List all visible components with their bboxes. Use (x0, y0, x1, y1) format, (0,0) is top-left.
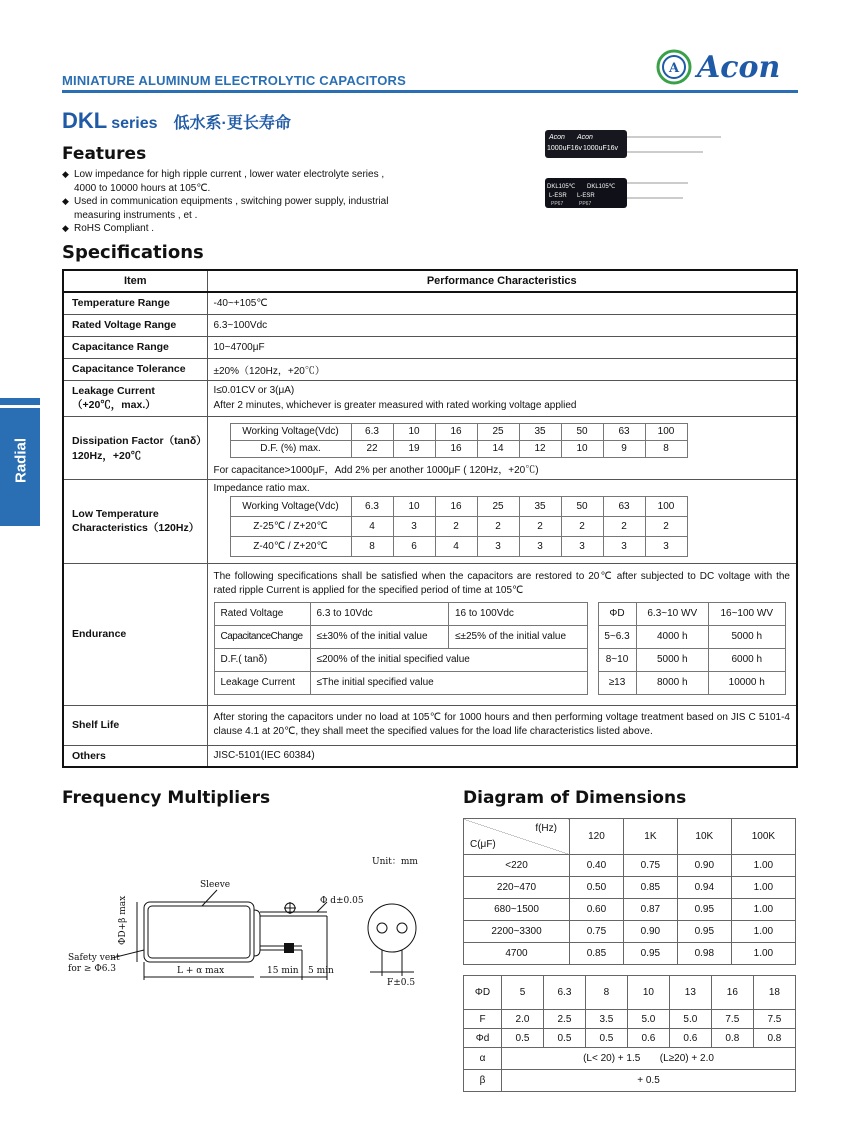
table-row (63, 380, 797, 416)
leakage-value: I≤0.01CV or 3(μA) After 2 minutes, whichever is greater measured with rated working voltage applied (207, 380, 797, 416)
feature-item: ◆ RoHS Compliant . (62, 222, 402, 236)
cap2-brand: Acon (577, 134, 593, 141)
features-heading: Features (62, 144, 147, 164)
specifications-table (62, 269, 798, 768)
others-value: JISC-5101(IEC 60384) (207, 745, 797, 767)
frequency-table: f(Hz) C(μF) 120 1K 10K 100K <220 0.40 0.75 0.90 1.00 220~470 0.50 0.85 0.94 1.00 680~1500 0.60 0.87 0.95 1.00 2200~3300 0.75 0.90 0.95 1.00 4700 0.85 0.95 0.98 1.00 (463, 818, 796, 965)
table-row (63, 563, 797, 705)
body-dia-label: ΦD+β max (118, 895, 128, 945)
series-title (62, 108, 291, 134)
table-row (63, 292, 797, 314)
table-row (63, 479, 797, 563)
vent-label-1: Safety vent (68, 953, 120, 963)
tolerance-label: Capacitance Tolerance (63, 358, 207, 380)
brand-logo (655, 48, 780, 86)
df-table: Working Voltage(Vdc) 6.3 10 16 25 35 50 63 100 D.F. (%) max. 22 19 16 14 12 10 9 8 (230, 423, 688, 458)
capacitance-label: Capacitance Range (63, 336, 207, 358)
series-name: DKL (62, 108, 108, 133)
pitch-label: F±0.5 (387, 978, 416, 988)
unit-label: Unit：mm (372, 857, 418, 867)
spec-header-row (63, 270, 797, 292)
dimension-table: ΦD 5 6.3 8 10 13 16 18 F 2.0 2.5 3.5 5.0 5.0 7.5 7.5 Φd 0.5 0.5 0.5 0.6 0.6 0.8 0.8 α (L< 20) + 1.5 (L≥20) + 2.0 β + 0.5 (463, 975, 796, 1092)
table-row (63, 416, 797, 479)
feature-item: ◆ Low impedance for high ripple current , lower water electrolyte series , 4000 to 10000 hours at 105℃. (62, 168, 402, 195)
tolerance-value: ±20%（120Hz，+20℃） (207, 358, 797, 380)
sleeve-label: Sleeve (200, 880, 231, 890)
vent-label-2: for ≥ Φ6.3 (68, 964, 117, 974)
temperature-value: -40~+105℃ (207, 292, 797, 314)
series-subtitle: 低水系·更长寿命 (173, 115, 291, 132)
df-value (207, 416, 797, 479)
features-list (62, 168, 402, 236)
endurance-table: Rated Voltage 6.3 to 10Vdc 16 to 100Vdc CapacitanceChange ≤±30% of the initial value ≤±25% of the initial value D.F.( tanδ) ≤200% of the initial specified value Leakage Current ≤The initial specified value (214, 602, 588, 695)
col-performance: Performance Characteristics (207, 270, 797, 292)
table-row (63, 358, 797, 380)
cap2-marking: 1000uF16v (583, 145, 619, 152)
dimensions-heading: Diagram of Dimensions (463, 788, 687, 808)
voltage-value: 6.3~100Vdc (207, 314, 797, 336)
endurance-label: Endurance (63, 563, 207, 705)
logo-mark: A (668, 61, 680, 76)
side-tab-stripe (0, 405, 40, 408)
lowtemp-table: Working Voltage(Vdc) 6.3 10 16 25 35 50 63 100 Z-25℃ / Z+20℃ 4 3 2 2 2 2 2 2 Z-40℃ / Z+20℃ 8 6 4 3 3 3 3 3 (230, 496, 688, 557)
cap-sleeve-text-2: DKL105℃ (587, 184, 616, 190)
table-row (63, 745, 797, 767)
logo-text: Acon (697, 49, 781, 85)
acon-logo-icon (655, 48, 693, 86)
df-max-label: D.F. (%) max. (230, 440, 351, 457)
cap-code: PP67 (551, 201, 564, 207)
table-row (63, 336, 797, 358)
table-row (63, 314, 797, 336)
header-rule (62, 90, 798, 93)
lowtemp-value (207, 479, 797, 563)
table-row (63, 705, 797, 745)
lead-end-mark (284, 943, 294, 953)
capacitance-value: 10~4700μF (207, 336, 797, 358)
shelf-value: After storing the capacitors under no load at 105℃ for 1000 hours and then performing voltage treatment based on JIS C 5101-4 clause 4.1 at 20℃, they shall meet the specified values for the load life characteristics listed above. (207, 705, 797, 745)
capacitor-photo (543, 128, 723, 216)
cap-esr: L-ESR (549, 193, 567, 199)
voltage-label: Rated Voltage Range (63, 314, 207, 336)
side-tab-label: Radial (12, 438, 30, 484)
temperature-label: Temperature Range (63, 292, 207, 314)
df-label: Dissipation Factor（tanδ） 120Hz，+20℃ (63, 416, 207, 479)
leakage-label: Leakage Current （+20℃，max.） (63, 380, 207, 416)
cap-esr-2: L-ESR (577, 193, 595, 199)
lead2-label: 5 min (308, 966, 334, 976)
lowtemp-label: Low Temperature Characteristics（120Hz） (63, 479, 207, 563)
series-suffix: series (111, 115, 158, 132)
lead-dia-label: Φ d±0.05 (320, 896, 364, 906)
shelf-label: Shelf Life (63, 705, 207, 745)
dimension-drawing (62, 850, 432, 990)
lowtemp-note: Impedance ratio max. (213, 482, 310, 494)
lead1-label: 15 min (267, 966, 299, 976)
length-label: L + α max (177, 966, 225, 976)
df-note: For capacitance>1000μF，Add 2% per another 1000μF ( 120Hz，+20℃) (213, 464, 539, 476)
endurance-value (207, 563, 797, 705)
frequency-heading: Frequency Multipliers (62, 788, 271, 808)
others-label: Others (63, 745, 207, 767)
df-voltage-label: Working Voltage(Vdc) (230, 423, 351, 440)
specifications-heading: Specifications (62, 242, 204, 263)
cap-code-2: PP67 (579, 201, 592, 207)
cap1-brand: Acon (549, 134, 565, 141)
col-item: Item (63, 270, 207, 292)
feature-item: ◆ Used in communication equipments , switching power supply, industrial measuring instruments , et . (62, 195, 402, 222)
cap-sleeve-text: DKL105℃ (547, 184, 576, 190)
freq-corner: f(Hz) C(μF) (464, 819, 570, 855)
cap1-marking: 1000uF16v (547, 145, 583, 152)
endurance-life-table: ΦD 6.3~10 WV 16~100 WV 5~6.3 4000 h 5000 h 8~10 5000 h 6000 h ≥13 8000 h 10000 h (598, 602, 786, 695)
header-title: MINIATURE ALUMINUM ELECTROLYTIC CAPACITORS (62, 73, 406, 88)
endurance-text: The following specifications shall be satisfied when the capacitors are restored to 20℃ after subjected to DC voltage with the rated ripple Current is applied for the specified period of time at 105℃ (213, 570, 790, 596)
